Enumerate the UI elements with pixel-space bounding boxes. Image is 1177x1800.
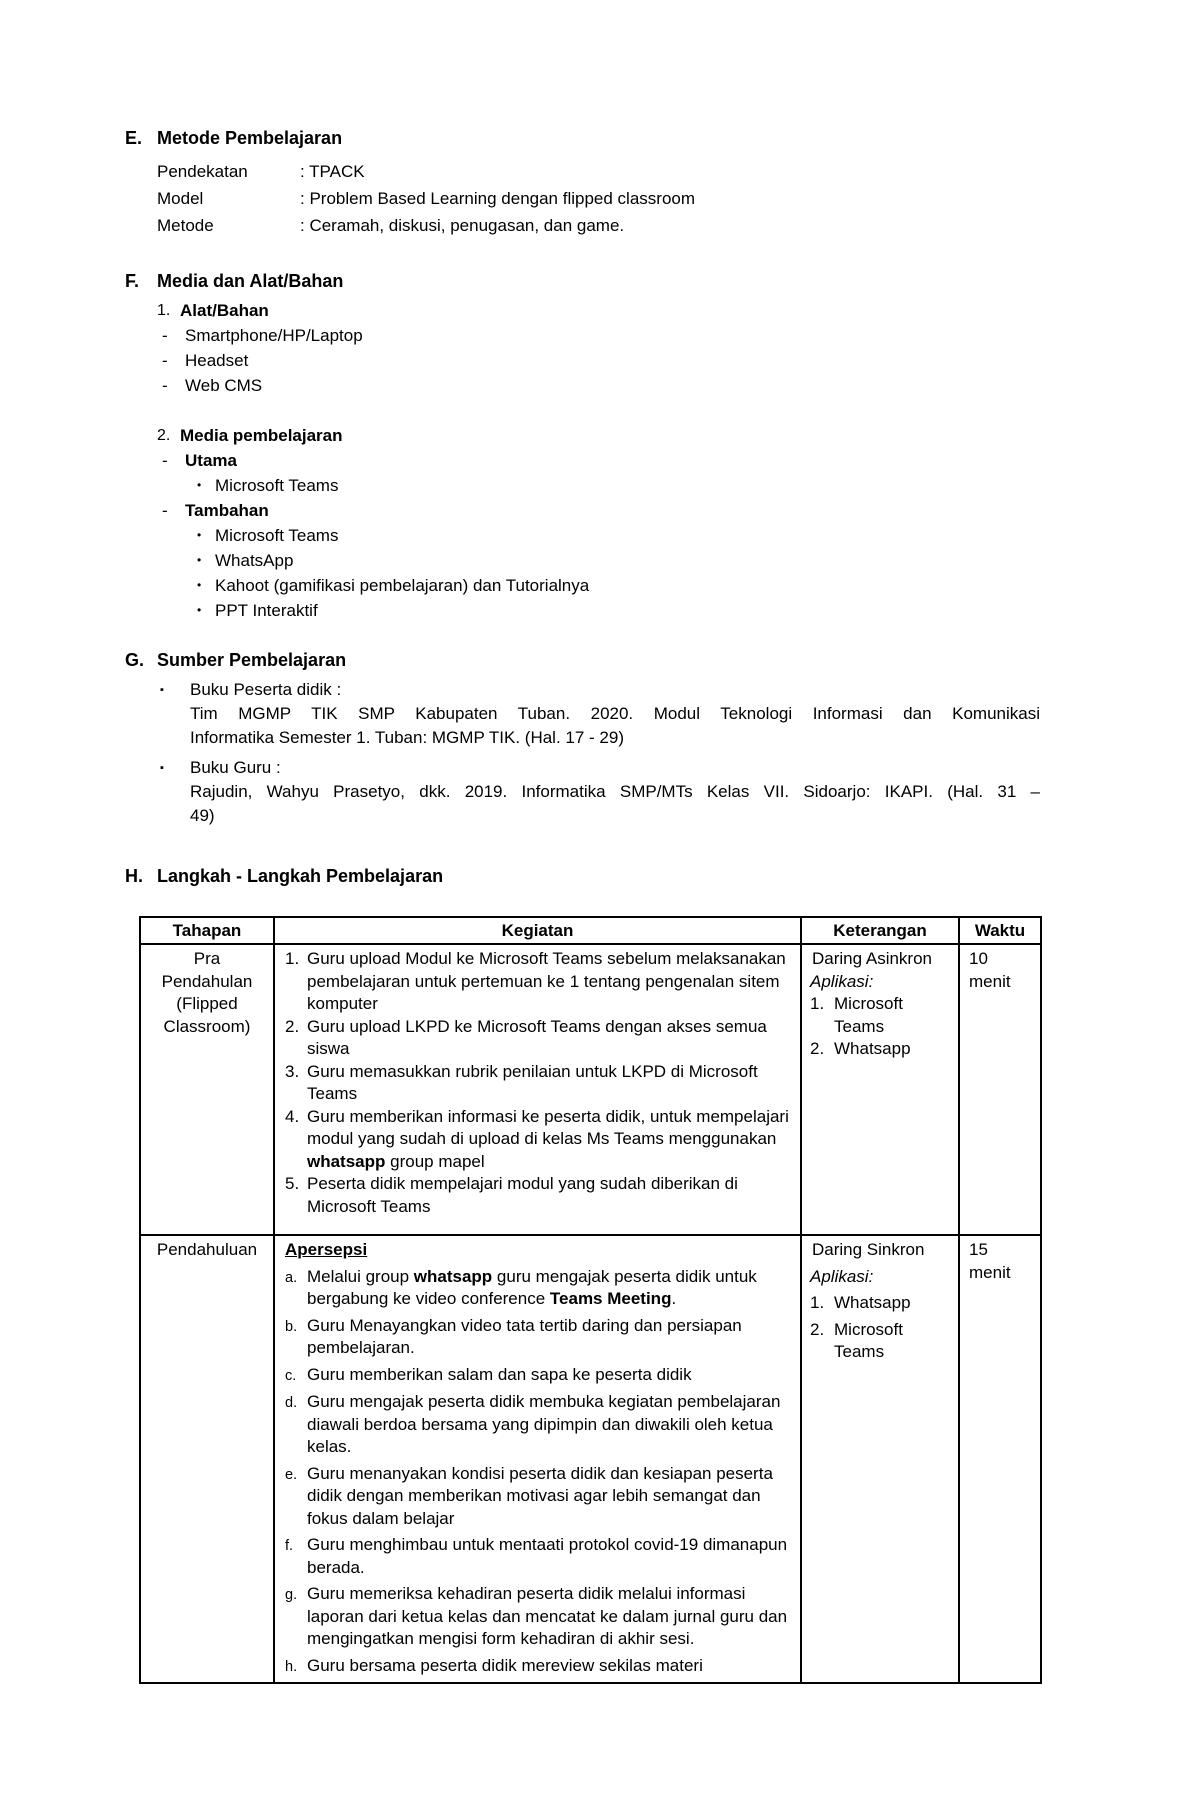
item-text: Guru memeriksa kehadiran peserta didik melalui informasi laporan dari ketua kelas dan mencatat ke dalam jurnal guru dan mengingatkan mengisi form kehadiran di akhir sesi. [307,1584,788,1648]
kegiatan-item [285,1106,794,1174]
item-text: Guru menanyakan kondisi peserta didik dan kesiapan peserta didik dengan memberikan motivasi agar lebih semangat dan fokus dalam belajar [307,1463,773,1528]
media-pembelajaran-number: 2. [157,427,171,444]
kegiatan-item [285,1315,794,1360]
waktu-unit: menit [969,1262,1011,1282]
tahapan-cell: Pendahuluan [140,1235,274,1683]
sumber-item-label: Buku Peserta didik : [190,680,342,699]
aplikasi-name: Microsoft Teams [834,994,903,1036]
group-tambahan [162,498,1040,523]
kegiatan-item [285,1173,794,1218]
item-text: Guru memasukkan rubrik penilaian untuk LKPD di Microsoft Teams [307,1061,758,1103]
section-f-heading [125,269,1040,293]
keterangan-mode: Daring Sinkron [812,1240,925,1259]
alat-bahan-title: Alat/Bahan [180,301,269,320]
item-number: 3. [285,1061,300,1081]
column-header-waktu: Waktu [959,917,1041,944]
section-langkah-pembelajaran [125,864,1040,1684]
sumber-item-buku-peserta [125,678,1040,750]
citation-line: 49) [190,806,215,825]
item-text: Guru upload LKPD ke Microsoft Teams dengan akses semua siswa [307,1016,767,1058]
list-item [162,348,1040,373]
media-pembelajaran-title: Media pembelajaran [180,426,343,445]
item-letter: c. [285,1367,297,1384]
section-f-letter: F. [125,271,140,291]
aplikasi-item [810,993,954,1038]
metode-value: : Ceramah, diskusi, penugasan, dan game. [300,216,625,235]
aplikasi-name: Whatsapp [834,1293,911,1312]
section-g-letter: G. [125,650,145,670]
bullet-marker: • [197,578,202,592]
media-pembelajaran-heading [157,423,1040,448]
item-letter: e. [285,1466,298,1483]
kegiatan-cell [274,1235,801,1683]
list-item-text: Headset [185,351,249,370]
metode-row-metode [157,212,1040,239]
table-header-row [140,917,1041,944]
dash-marker: - [162,501,168,520]
item-number: 2. [810,1319,825,1339]
kegiatan-title: Apersepsi [285,1240,368,1259]
column-header-kegiatan: Kegiatan [274,917,801,944]
alat-bahan-number: 1. [157,302,171,319]
section-g-title: Sumber Pembelajaran [157,650,347,670]
aplikasi-item [810,1319,954,1364]
item-number: 1. [285,949,300,968]
aplikasi-name: Microsoft Teams [834,1319,903,1361]
alat-bahan-heading [157,298,1040,323]
item-number: 2. [285,1016,300,1036]
sumber-item-buku-guru [125,756,1040,828]
list-item-text: Kahoot (gamifikasi pembelajaran) dan Tutorialnya [215,576,590,595]
square-bullet-marker: ▪ [160,762,164,774]
metode-row-pendekatan [157,158,1040,185]
sumber-item-head [160,756,1040,780]
list-item [197,473,1040,498]
column-header-keterangan: Keterangan [801,917,959,944]
subsection-alat-bahan [157,298,1040,398]
item-letter: d. [285,1395,298,1411]
list-item-text: PPT Interaktif [215,601,318,620]
citation-line: Rajudin, Wahyu Prasetyo, dkk. 2019. Informatika SMP/MTs Kelas VII. Sidoarjo: IKAPI. (Hal. 31 – [190,782,1040,801]
bullet-marker: • [197,553,202,567]
metode-label: Metode [157,216,214,235]
square-bullet-marker: ▪ [160,684,164,696]
group-label: Utama [185,451,237,470]
waktu-value: 15 [969,1240,988,1259]
citation-line: Informatika Semester 1. Tuban: MGMP TIK. (Hal. 17 - 29) [190,728,624,747]
waktu-unit: menit [969,971,1011,991]
item-number: 1. [810,994,825,1013]
sumber-item-citation [190,702,1040,750]
waktu-cell [959,944,1041,1235]
sumber-item-label: Buku Guru : [190,758,281,777]
item-number: 5. [285,1174,300,1193]
kegiatan-cell [274,944,801,1235]
list-item-text: WhatsApp [215,551,294,570]
item-text: Guru upload Modul ke Microsoft Teams sebelum melaksanakan pembelajaran untuk pertemuan ke 1 tentang pengenalan sitem komputer [307,949,786,1013]
keterangan-mode: Daring Asinkron [812,949,933,968]
item-text: Peserta didik mempelajari modul yang sudah diberikan di Microsoft Teams [307,1174,738,1216]
list-item-text: Smartphone/HP/Laptop [185,326,363,345]
item-letter: h. [285,1658,298,1675]
item-text: Guru memberikan salam dan sapa ke peserta didik [307,1364,692,1384]
aplikasi-label: Aplikasi: [810,971,874,991]
list-item [197,548,1040,573]
kegiatan-item [285,1266,794,1311]
kegiatan-item [285,1463,794,1531]
list-item-text: Microsoft Teams [215,526,339,545]
metode-value: : TPACK [300,162,365,181]
group-utama [162,448,1040,473]
item-number: 4. [285,1106,300,1126]
dash-marker: - [162,351,168,370]
waktu-cell [959,1235,1041,1683]
list-item [197,598,1040,623]
metode-value: : Problem Based Learning dengan flipped classroom [300,189,696,208]
section-e-title: Metode Pembelajaran [157,128,343,148]
column-header-tahapan: Tahapan [140,917,274,944]
section-h-letter: H. [125,866,143,886]
citation-line: Tim MGMP TIK SMP Kabupaten Tuban. 2020. Modul Teknologi Informasi dan Komunikasi [190,704,1040,723]
group-label: Tambahan [185,501,269,520]
bullet-marker: • [197,528,202,542]
list-item-text: Web CMS [185,376,263,395]
metode-rows [157,158,1040,239]
kegiatan-item [285,1534,794,1579]
kegiatan-item [285,1583,794,1651]
dash-marker: - [162,326,168,345]
aplikasi-item [810,1038,954,1061]
item-letter: b. [285,1318,298,1335]
metode-label: Pendekatan [157,162,248,181]
list-item-text: Microsoft Teams [215,476,339,495]
item-text: Guru menghimbau untuk mentaati protokol covid-19 dimanapun berada. [307,1535,788,1577]
subsection-media-pembelajaran [157,423,1040,623]
metode-label: Model [157,189,204,208]
table-row [140,944,1041,1235]
table-row [140,1235,1041,1683]
sumber-item-head [160,678,1040,702]
item-number: 2. [810,1039,825,1058]
dash-marker: - [162,376,168,395]
section-f-title: Media dan Alat/Bahan [157,271,344,291]
section-e-heading [125,126,1040,150]
list-item [162,323,1040,348]
item-text: Guru mengajak peserta didik membuka kegiatan pembelajaran diawali berdoa bersama yang dipimpin dan diwakili oleh ketua kelas. [307,1392,781,1456]
section-metode-pembelajaran [125,126,1040,239]
section-h-title: Langkah - Langkah Pembelajaran [157,866,444,886]
document-content [125,126,1040,1684]
section-sumber-pembelajaran [125,648,1040,828]
tahapan-cell: Pra Pendahulan (Flipped Classroom) [140,944,274,1235]
metode-row-model [157,185,1040,212]
section-h-heading [125,864,1040,888]
bullet-marker: • [197,478,202,492]
bullet-marker: • [197,603,202,617]
kegiatan-item [285,1061,794,1106]
item-text: Guru Menayangkan video tata tertib daring dan persiapan pembelajaran. [307,1315,742,1357]
langkah-pembelajaran-table [139,916,1042,1684]
item-number: 1. [810,1293,825,1312]
aplikasi-item [810,1292,954,1315]
section-media-alat-bahan [125,269,1040,623]
item-text: Guru bersama peserta didik mereview sekilas materi [307,1655,703,1675]
item-text: Guru memberikan informasi ke peserta didik, untuk mempelajari modul yang sudah di upload di kelas Ms Teams menggunakan whatsapp group mapel [307,1106,789,1171]
list-item [197,523,1040,548]
keterangan-cell [801,1235,959,1683]
item-letter: a. [285,1269,298,1286]
section-g-heading [125,648,1040,672]
section-e-letter: E. [125,128,143,148]
item-letter: g. [285,1587,298,1603]
item-text: Melalui group whatsapp guru mengajak peserta didik untuk bergabung ke video conference Teams Meeting. [307,1266,757,1308]
dash-marker: - [162,451,168,470]
waktu-value: 10 [969,949,988,968]
sumber-item-citation [190,780,1040,828]
list-item [162,373,1040,398]
aplikasi-name: Whatsapp [834,1039,911,1058]
kegiatan-item [285,1364,794,1388]
keterangan-cell [801,944,959,1235]
kegiatan-item [285,1016,794,1061]
list-item [197,573,1040,598]
aplikasi-label: Aplikasi: [810,1266,874,1286]
kegiatan-item [285,1391,794,1459]
kegiatan-item [285,948,794,1016]
item-letter: f. [285,1538,294,1554]
kegiatan-item [285,1655,794,1679]
